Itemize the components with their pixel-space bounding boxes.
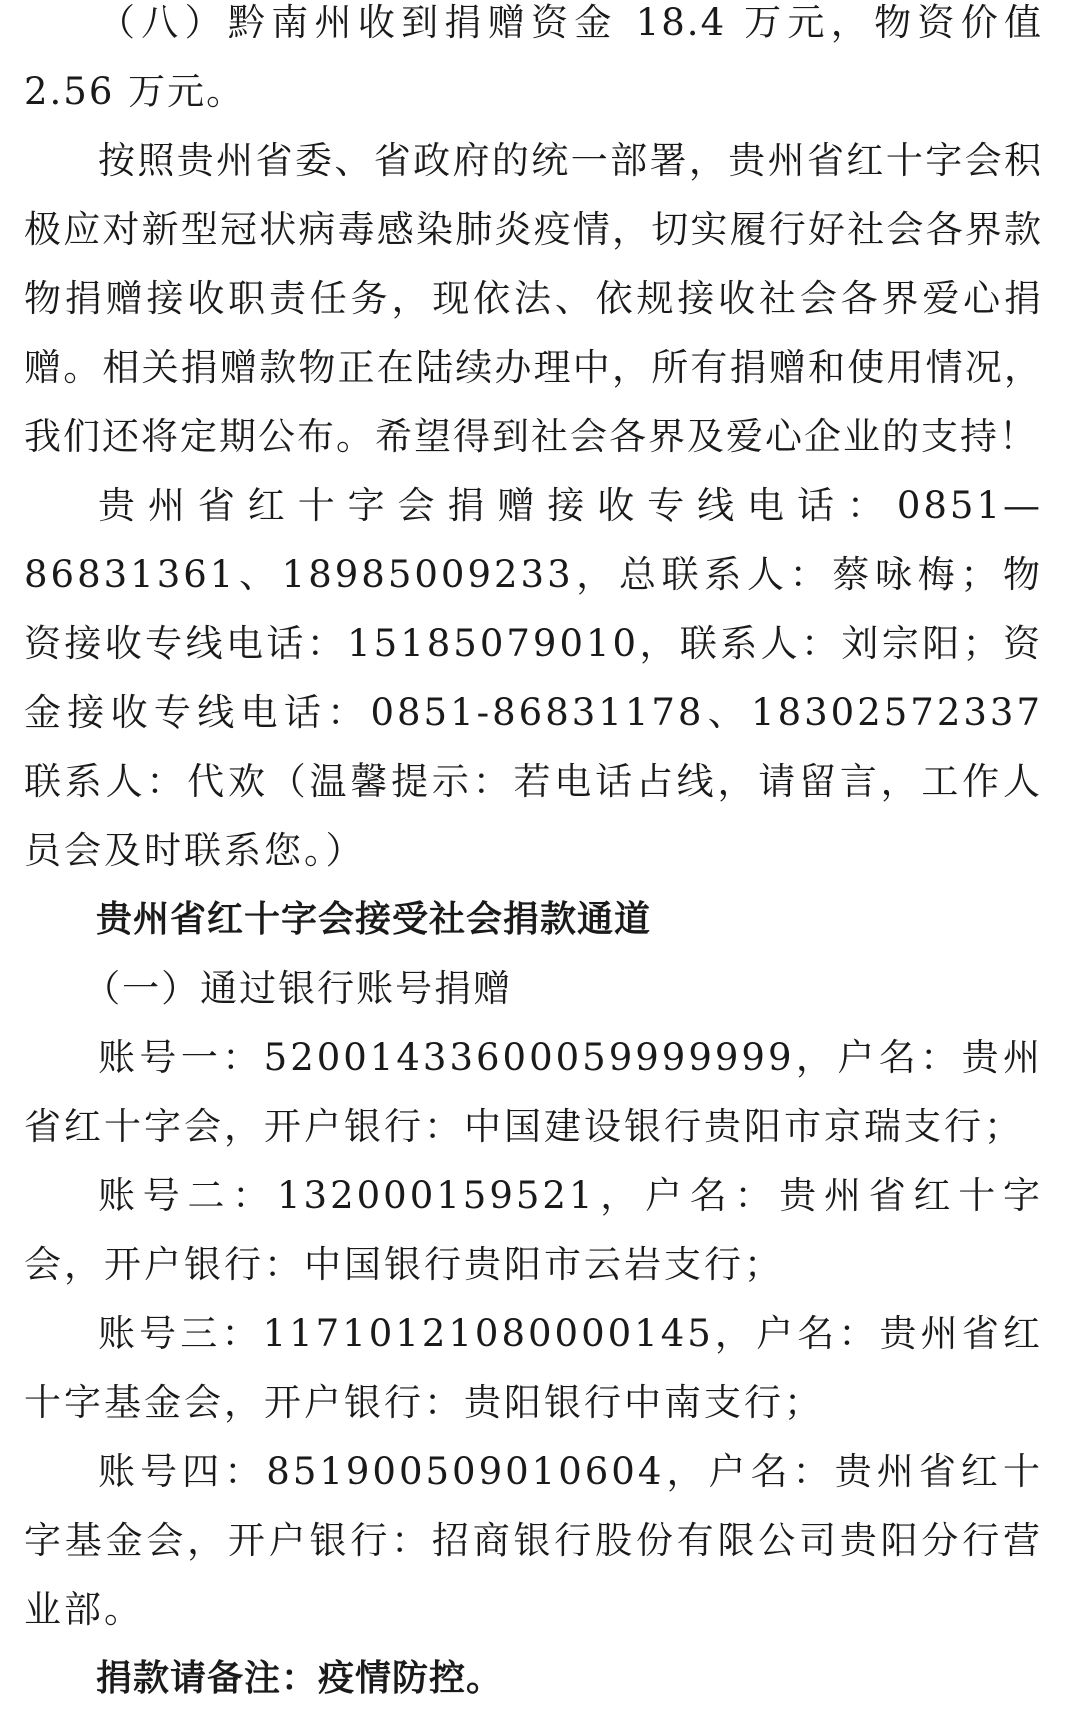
account-2: 账号二：132000159521，户名：贵州省红十字会，开户银行：中国银行贵阳市云岩支行； <box>24 1174 1043 1286</box>
account-1: 账号一：52001433600059999999，户名：贵州省红十字会，开户银行：中国建设银行贵阳市京瑞支行； <box>24 1036 1043 1148</box>
contact-paragraph: 贵州省红十字会捐赠接收专线电话：0851—86831361、18985009233，总联系人：蔡咏梅；物资接收专线电话：15185079010，联系人：刘宗阳；资金接收专线电话：0851-86831178、18302572337 联系人：代欢（温馨提示：若电话占线，请留言，工作人员会及时联系您。） <box>24 484 1043 872</box>
intro-paragraph: 按照贵州省委、省政府的统一部署，贵州省红十字会积极应对新型冠状病毒感染肺炎疫情，切实履行好社会各界款物捐赠接收职责任务，现依法、依规接收社会各界爱心捐赠。相关捐赠款物正在陆续办理中，所有捐赠和使用情况，我们还将定期公布。希望得到社会各界及爱心企业的支持！ <box>24 139 1043 458</box>
section-heading: 贵州省红十字会接受社会捐款通道 <box>96 899 652 940</box>
item-8-paragraph: （八）黔南州收到捐赠资金 18.4 万元，物资价值 2.56 万元。 <box>24 1 1043 113</box>
account-3: 账号三：11710121080000145，户名：贵州省红十字基金会，开户银行：贵阳银行中南支行； <box>24 1312 1043 1424</box>
donation-remark: 捐款请备注：疫情防控。 <box>96 1658 504 1699</box>
account-4: 账号四：851900509010604，户名：贵州省红十字基金会，开户银行：招商银行股份有限公司贵阳分行营业部。 <box>24 1450 1043 1631</box>
subsection-bank-accounts: （一）通过银行账号捐赠 <box>83 967 513 1010</box>
